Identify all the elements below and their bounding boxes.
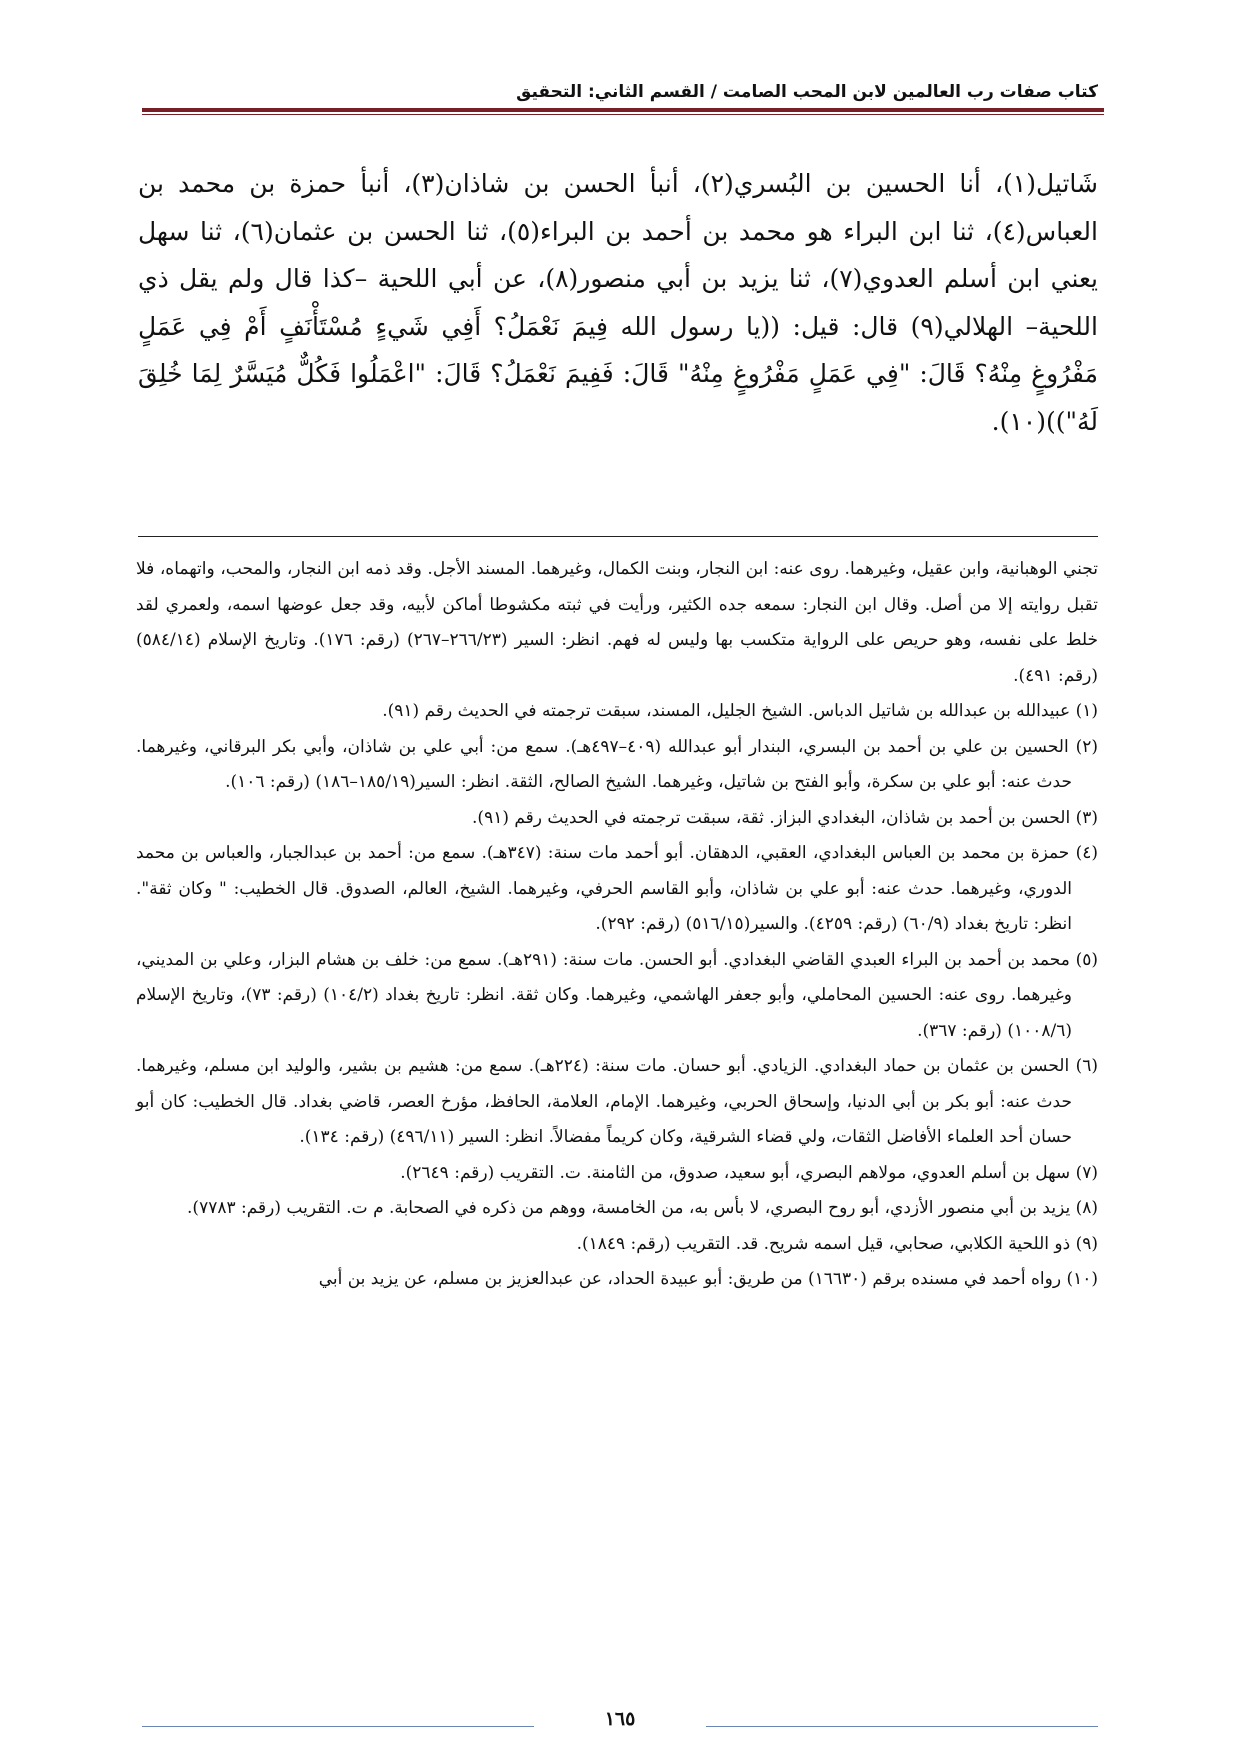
running-header-title: كتاب صفات رب العالمين لابن المحب الصامت / القسم الثاني: التحقيق: [516, 82, 1098, 102]
footnote-2: (٢) الحسين بن علي بن أحمد بن البسري، البندار أبو عبدالله (٤٠٩–٤٩٧هـ). سمع من: أبي علي بن شاذان، وأبي بكر البرقاني، وغيرهما. حدث عنه: أبو علي بن سكرة، وأبو الفتح بن شاتيل، وغيرهما. الشيخ الصالح، الثقة. انظر: السير(١٨٥/١٩–١٨٦) (رقم: ١٠٦).: [136, 736, 1099, 792]
main-text-block: [138, 160, 1098, 445]
footer-rule-left: [142, 1726, 534, 1727]
footnote-separator: [138, 536, 1098, 537]
footnote-3: (٣) الحسن بن أحمد بن شاذان، البغدادي البزاز. ثقة، سبقت ترجمته في الحديث رقم (٩١).: [472, 807, 1098, 828]
footer-rule-right: [706, 1726, 1098, 1727]
main-paragraph: شَاتيل(١)، أنا الحسين بن البُسري(٢)، أنبأ الحسن بن شاذان(٣)، أنبأ حمزة بن محمد بن العباس(٤)، ثنا ابن البراء هو محمد بن أحمد بن البراء(٥)، ثنا الحسن بن عثمان(٦)، ثنا سهل يعني ابن أسلم العدوي(٧)، ثنا يزيد بن أبي منصور(٨)، عن أبي اللحية –كذا قال ولم يقل ذي اللحية– الهلالي(٩) قال: قيل: ((يا رسول الله فِيمَ نَعْمَلُ؟ أَفِي شَيءٍ مُسْتَأْنَفٍ أَمْ فِي عَمَلٍ مَفْرُوغٍ مِنْهُ؟ قَالَ: "فِي عَمَلٍ مَفْرُوغٍ مِنْهُ" قَالَ: فَفِيمَ نَعْمَلُ؟ قَالَ: "اعْمَلُوا فَكُلٌّ مُيَسَّرٌ لِمَا خُلِقَ لَهُ"))(١٠).: [138, 169, 1099, 436]
footnote-4: (٤) حمزة بن محمد بن العباس البغدادي، العقبي، الدهقان. أبو أحمد مات سنة: (٣٤٧هـ). سمع من: أحمد بن عبدالجبار، والعباس بن محمد الدوري، وغيرهما. حدث عنه: أبو علي بن شاذان، وأبو القاسم الحرفي، وغيرهما. الشيخ، العالم، الصدوق. قال الخطيب: " وكان ثقة". انظر: تاريخ بغداد (٦٠/٩) (رقم: ٤٢٥٩). والسير(٥١٦/١٥) (رقم: ٢٩٢).: [136, 843, 1098, 934]
footnote-1: (١) عبيدالله بن عبدالله بن شاتيل الدباس. الشيخ الجليل، المسند، سبقت ترجمته في الحديث رقم (٩١).: [382, 701, 1098, 721]
footnote-6: (٦) الحسن بن عثمان بن حماد البغدادي. الزيادي. أبو حسان. مات سنة: (٢٢٤هـ). سمع من: هشيم بن بشير، والوليد ابن مسلم، وغيرهما. حدث عنه: أبو بكر بن أبي الدنيا، وإسحاق الحربي، وغيرهما. الإمام، العلامة، الحافظ، مؤرخ العصر، قاضي بغداد. قال الخطيب: كان أبو حسان أحد العلماء الأفاضل الثقات، ولي قضاء الشرقية، وكان كريماً مفضالاً. انظر: السير (٤٩٦/١١) (رقم: ١٣٤).: [136, 1056, 1099, 1147]
footnote-9: (٩) ذو اللحية الكلابي، صحابي، قيل اسمه شريح. قد. التقريب (رقم: ١٨٤٩).: [576, 1233, 1098, 1254]
header-rule-thick: [142, 108, 1104, 112]
page-number: ١٦٥: [604, 1708, 636, 1730]
footnote-10: (١٠) رواه أحمد في مسنده برقم (١٦٦٣٠) من طريق: أبو عبيدة الحداد، عن عبدالعزيز بن مسلم، عن يزيد بن أبي: [318, 1269, 1098, 1289]
footnote-continuation: تجني الوهبانية، وابن عقيل، وغيرهما. روى عنه: ابن النجار، وبنت الكمال، وغيرهما. المسند الأجل. وقد ذمه ابن النجار، والمحب، واتهماه، فلا تقبل روايته إلا من أصل. وقال ابن النجار: سمعه جده الكثير، ورأيت في ثبته مكشوطا أماكن لأبيه، وقد جعل عوضها اسمه، ولعمري لقد خلط على نفسه، وهو حريص على الرواية متكسب بها وليس له فهم. انظر: السير (٢٦٦/٢٣–٢٦٧) (رقم: ١٧٦). وتاريخ الإسلام (٥٨٤/١٤) (رقم: ٤٩١).: [136, 559, 1098, 686]
footnote-5: (٥) محمد بن أحمد بن البراء العبدي القاضي البغدادي. أبو الحسن. مات سنة: (٢٩١هـ). سمع من: خلف بن هشام البزار، وعلي بن المديني، وغيرهما. روى عنه: الحسين المحاملي، وأبو جعفر الهاشمي، وغيرهما. وكان ثقة. انظر: تاريخ بغداد (١٠٤/٢) (رقم: ٧٣)، وتاريخ الإسلام (١٠٠٨/٦) (رقم: ٣٦٧).: [136, 949, 1098, 1041]
header-rule-thin: [142, 114, 1104, 115]
footnote-7: (٧) سهل بن أسلم العدوي، مولاهم البصري، أبو سعيد، صدوق، من الثامنة. ت. التقريب (رقم: ٢٦٤٩).: [400, 1162, 1098, 1183]
footnote-8: (٨) يزيد بن أبي منصور الأزدي، أبو روح البصري، لا بأس به، من الخامسة، ووهم من ذكره في الصحابة. م ت. التقريب (رقم: ٧٧٨٣).: [187, 1198, 1098, 1218]
footnotes-block: [136, 552, 1098, 1298]
